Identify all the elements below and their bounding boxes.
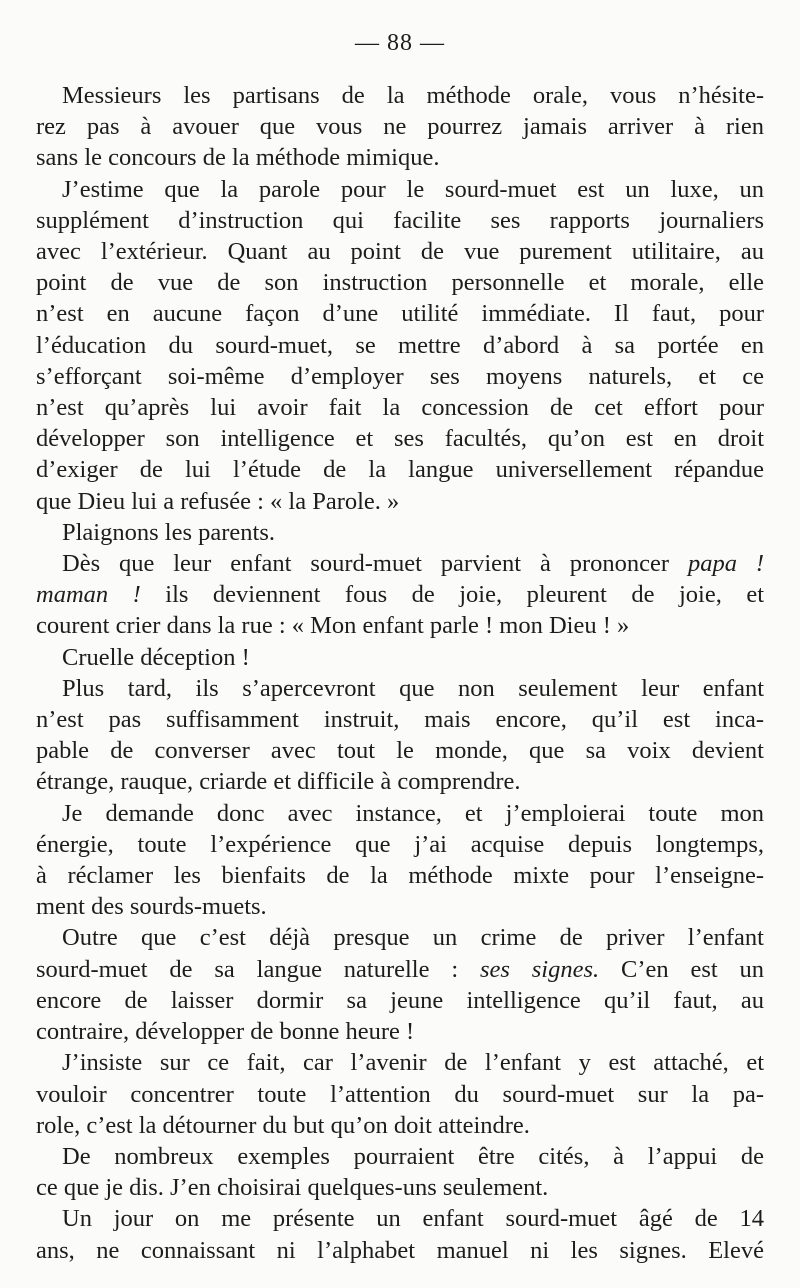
text-line: pable de converser avec tout le monde, que sa voix devient	[36, 737, 764, 765]
text-line: développer son intelligence et ses facultés, qu’on est en droit	[36, 425, 764, 453]
text-line: avec l’extérieur. Quant au point de vue purement utilitaire, au	[36, 238, 764, 266]
text-line: encore de laisser dormir sa jeune intelligence qu’il faut, au	[36, 986, 764, 1014]
text-line: courent crier dans la rue : « Mon enfant parle ! mon Dieu ! »	[36, 612, 630, 640]
text-line: énergie, toute l’expérience que j’ai acquise depuis longtemps,	[36, 830, 764, 858]
text-line: l’éducation du sourd-muet, se mettre d’abord à sa portée en	[36, 331, 764, 359]
page-number: — 88 —	[355, 30, 445, 56]
italic-phrase: ses signes.	[479, 955, 600, 983]
text-line: ans, ne connaissant ni l’alphabet manuel ni les signes. Elevé	[36, 1236, 764, 1264]
text-line: role, c’est la détourner du but qu’on doit atteindre.	[36, 1111, 530, 1139]
text-line: rez pas à avouer que vous ne pourrez jamais arriver à rien	[36, 113, 764, 141]
text-line: vouloir concentrer toute l’attention du sourd-muet sur la pa-	[36, 1080, 764, 1108]
text-line: supplément d’instruction qui facilite ses rapports journaliers	[36, 206, 764, 234]
text-line: Dès que leur enfant sourd-muet parvient à prononcer papa !	[62, 550, 764, 578]
text-line: sans le concours de la méthode mimique.	[36, 144, 440, 172]
text-line: De nombreux exemples pourraient être cités, à l’appui de	[62, 1142, 764, 1170]
text-line: ce que je dis. J’en choisirai quelques-uns seulement.	[36, 1174, 549, 1202]
text-line: point de vue de son instruction personnelle et morale, elle	[36, 269, 764, 297]
text-line: maman ! ils deviennent fous de joie, pleurent de joie, et	[36, 581, 764, 609]
italic-phrase: maman !	[36, 581, 141, 609]
body-text	[36, 80, 764, 1266]
text-line: contraire, développer de bonne heure !	[36, 1018, 415, 1046]
text-line: Cruelle déception !	[62, 643, 250, 671]
text-line: Messieurs les partisans de la méthode orale, vous n’hésite-	[62, 82, 764, 109]
text-line: à réclamer les bienfaits de la méthode mixte pour l’enseigne-	[36, 862, 764, 890]
text-line: Plaignons les parents.	[62, 518, 275, 546]
text-line: d’exiger de lui l’étude de la langue universellement répandue	[36, 456, 764, 484]
text-line: J’insiste sur ce fait, car l’avenir de l’enfant y est attaché, et	[62, 1049, 764, 1077]
text-line: Outre que c’est déjà presque un crime de priver l’enfant	[62, 924, 764, 952]
text-line: n’est pas suffisamment instruit, mais encore, qu’il est inca-	[36, 706, 764, 734]
text-line: s’efforçant soi-même d’employer ses moyens naturels, et ce	[36, 362, 764, 390]
text-line: n’est qu’après lui avoir fait la concession de cet effort pour	[36, 394, 764, 422]
text-line: Je demande donc avec instance, et j’emploierai toute mon	[62, 799, 764, 827]
text-line: étrange, rauque, criarde et difficile à comprendre.	[36, 768, 521, 796]
text-line: n’est en aucune façon d’une utilité immédiate. Il faut, pour	[36, 300, 764, 328]
text-line: Un jour on me présente un enfant sourd-muet âgé de 14	[62, 1205, 764, 1233]
text-line: Plus tard, ils s’apercevront que non seulement leur enfant	[62, 674, 764, 702]
text-line: que Dieu lui a refusée : « la Parole. »	[36, 487, 400, 515]
text-line: J’estime que la parole pour le sourd-muet est un luxe, un	[62, 175, 764, 203]
text-line: sourd-muet de sa langue naturelle : ses signes. C’en est un	[36, 955, 764, 983]
italic-phrase: papa !	[687, 550, 764, 578]
text-line: ment des sourds-muets.	[36, 893, 267, 921]
